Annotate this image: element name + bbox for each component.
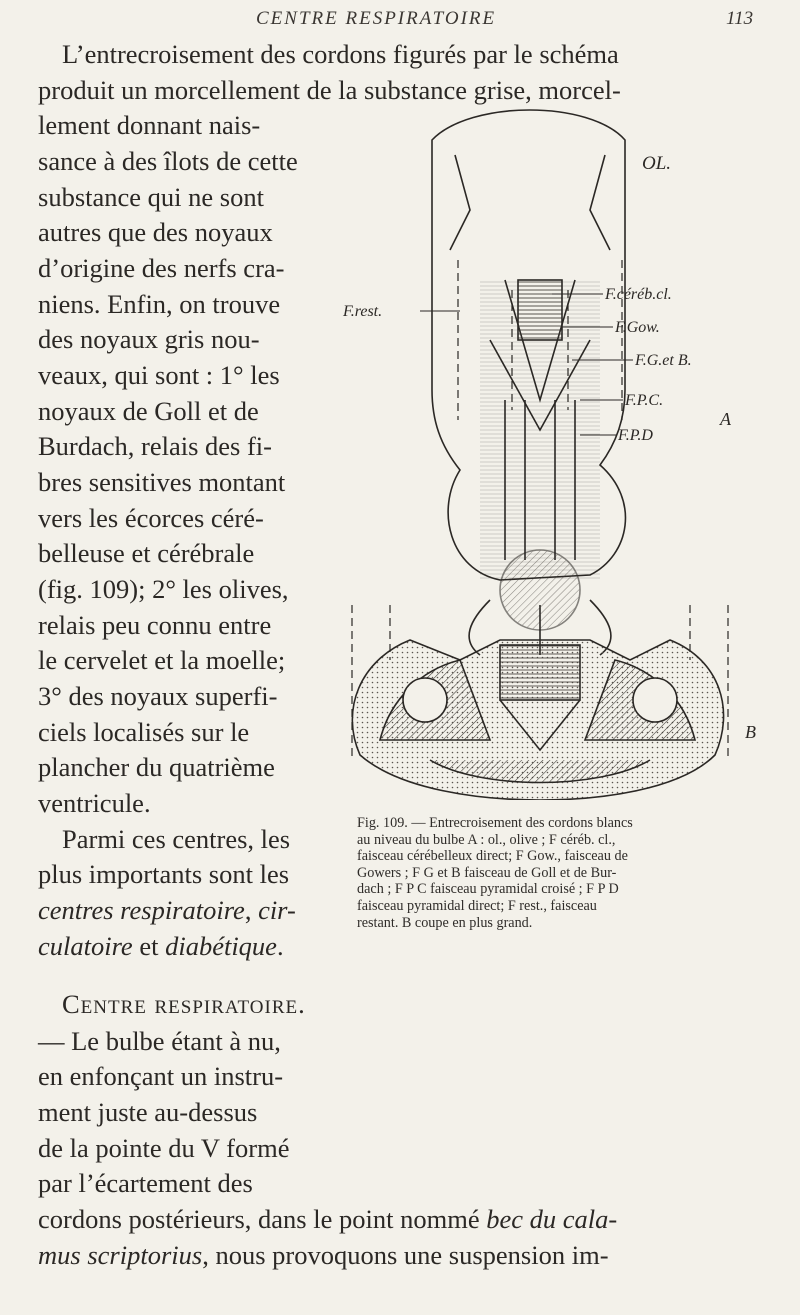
central-block <box>518 280 562 340</box>
text-line: niens. Enfin, on trouve <box>38 289 281 319</box>
emphasis: culatoire <box>38 931 133 961</box>
text-line: par l’écartement des <box>38 1168 253 1198</box>
caption-line: Fig. 109. — Entrecroisement des cordons blancs <box>357 815 633 831</box>
caption-line: au niveau du bulbe A : ol., olive ; F céréb. cl., <box>357 831 616 848</box>
emphasis: diabétique <box>165 931 277 961</box>
text-line <box>38 928 284 964</box>
punct: . <box>276 931 284 961</box>
text-line: ment juste au-dessus <box>38 1097 258 1127</box>
text-line: des noyaux gris nou- <box>38 324 260 354</box>
emphasis: cir- <box>258 895 296 925</box>
text-line: substance qui ne sont <box>38 182 264 212</box>
running-header <box>0 8 800 32</box>
caption-line: dach ; F P C faisceau pyramidal croisé ; F P D <box>357 881 619 898</box>
text-line: noyaux de Goll et de <box>38 396 259 426</box>
label-gow: F.Gow. <box>615 319 660 336</box>
label-fpc: F.P.C. <box>625 392 664 409</box>
text-line: L’entrecroisement des cordons figurés par le schéma <box>62 39 619 69</box>
label-b: B <box>745 722 756 742</box>
caption-line: faisceau pyramidal direct; F rest., faisceau <box>357 897 597 914</box>
central-grid <box>500 645 580 700</box>
text-line: plancher du quatrième <box>38 752 275 782</box>
text-line: plus importants sont les <box>38 859 290 889</box>
olive-outline <box>450 155 470 250</box>
emphasis: bec du cala- <box>486 1204 618 1234</box>
figure-109 <box>340 100 760 800</box>
text-line: relais peu connu entre <box>38 610 272 640</box>
text-line: ventricule. <box>38 788 151 818</box>
plain-text: , nous provoquons une suspension im- <box>202 1240 609 1270</box>
olive-outline <box>590 155 610 250</box>
text-line: veaux, qui sont : 1° les <box>38 360 280 390</box>
label-fpd: F.P.D <box>618 427 653 444</box>
section-b <box>352 640 723 800</box>
text-line: le cervelet et la moelle; <box>38 645 286 675</box>
medulla-diagram <box>340 100 760 800</box>
olive-nucleus <box>633 678 677 722</box>
figure-caption <box>357 815 762 931</box>
text-line: (fig. 109); 2° les olives, <box>38 574 289 604</box>
text-line: produit un morcellement de la substance grise, morcel- <box>38 75 621 105</box>
plain-word: et <box>139 931 159 961</box>
olive-nucleus <box>403 678 447 722</box>
plain-text: cordons postérieurs, dans le point nommé <box>38 1204 480 1234</box>
emphasis: mus scriptorius <box>38 1240 203 1270</box>
text-line: d’origine des nerfs cra- <box>38 253 285 283</box>
text-line: ciels localisés sur le <box>38 717 250 747</box>
running-title: CENTRE RESPIRATOIRE <box>256 8 497 29</box>
text-line: sance à des îlots de cette <box>38 146 298 176</box>
page-number: 113 <box>726 8 754 29</box>
text-line <box>38 892 296 928</box>
caption-line: faisceau cérébelleux direct; F Gow., faisceau de <box>357 848 628 865</box>
text-line: belleuse et cérébrale <box>38 538 255 568</box>
label-cereb: F.céréb.cl. <box>605 286 672 303</box>
label-rest: F.rest. <box>343 303 383 320</box>
label-ol: OL. <box>642 153 672 174</box>
caption-line: restant. B coupe en plus grand. <box>357 914 533 931</box>
text-line: Parmi ces centres, les <box>62 824 291 854</box>
text-line: de la pointe du V formé <box>38 1133 290 1163</box>
text-line: autres que des noyaux <box>38 217 273 247</box>
punct: , <box>244 895 252 925</box>
text-line: 3° des noyaux superfi- <box>38 681 278 711</box>
text-line: vers les écorces céré- <box>38 503 264 533</box>
text-line: lement donnant nais- <box>38 110 261 140</box>
text-line: — Le bulbe étant à nu, <box>38 1026 281 1056</box>
emphasis: centres respiratoire <box>38 895 245 925</box>
cross-section-core <box>500 550 580 630</box>
text-line: en enfonçant un instru- <box>38 1061 284 1091</box>
text-line <box>38 1237 609 1273</box>
label-top <box>501 100 510 101</box>
section-heading: Centre respiratoire. <box>62 989 306 1019</box>
text-line: bres sensitives montant <box>38 467 286 497</box>
section-a <box>432 110 625 655</box>
caption-line: Gowers ; F G et B faisceau de Goll et de Bur- <box>357 864 617 881</box>
text-line <box>38 1201 617 1237</box>
label-gb: F.G.et B. <box>635 352 692 369</box>
text-line: Burdach, relais des fi- <box>38 431 272 461</box>
label-a: A <box>720 409 731 429</box>
